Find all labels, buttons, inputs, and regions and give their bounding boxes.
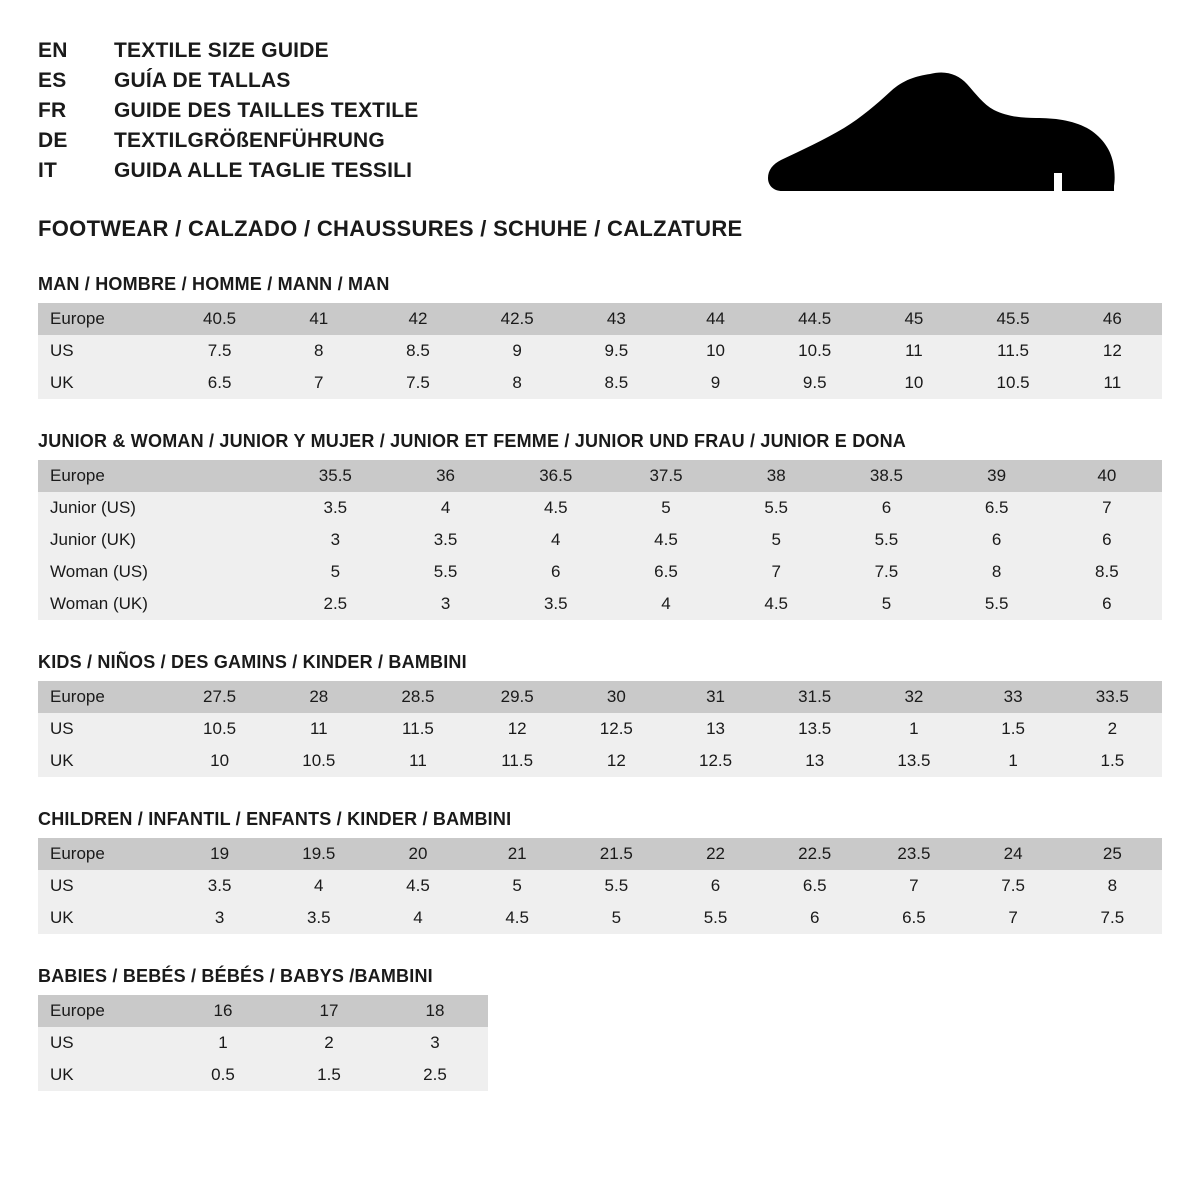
table-row [38,303,1162,335]
row-label: UK [38,367,170,399]
table-row [38,1059,488,1091]
table-cell: 3.5 [280,492,390,524]
table-cell: 23.5 [864,838,963,870]
table-cell: 1.5 [1063,745,1162,777]
table-cell: 11 [1063,367,1162,399]
table-cell: 42 [368,303,467,335]
table-cell: 11.5 [368,713,467,745]
size-table-children [38,838,1162,934]
table-cell: 4 [269,870,368,902]
table-row [38,556,1162,588]
table-cell: 1.5 [964,713,1063,745]
row-label: US [38,1027,170,1059]
table-cell: 3.5 [501,588,611,620]
section-junior-woman [38,431,1162,620]
language-code: DE [38,129,68,152]
table-cell: 3 [390,588,500,620]
table-cell: 36 [390,460,500,492]
table-row [38,492,1162,524]
table-cell: 11 [368,745,467,777]
row-label: US [38,713,170,745]
row-label: Woman (US) [38,556,170,588]
table-cell: 2.5 [382,1059,488,1091]
table-cell: 22.5 [765,838,864,870]
table-cell: 29.5 [468,681,567,713]
table-cell: 6 [942,524,1052,556]
table-cell: 3 [170,902,269,934]
language-code: EN [38,39,68,62]
table-cell: 5.5 [666,902,765,934]
row-label: Junior (US) [38,492,170,524]
table-cell: 7 [721,556,831,588]
row-label: Europe [38,460,170,492]
size-table-junior-woman [38,460,1162,620]
table-cell: 8 [269,335,368,367]
table-cell: 33 [964,681,1063,713]
table-cell: 5 [721,524,831,556]
table-cell: 35.5 [280,460,390,492]
table-cell: 3.5 [390,524,500,556]
table-cell: 13 [765,745,864,777]
table-row [38,460,1162,492]
table-cell: 21.5 [567,838,666,870]
table-cell: 3.5 [269,902,368,934]
row-label: Europe [38,838,170,870]
table-cell: 12.5 [567,713,666,745]
table-cell: 5.5 [721,492,831,524]
table-cell: 6 [831,492,941,524]
table-cell: 40.5 [170,303,269,335]
table-cell: 11.5 [468,745,567,777]
table-cell: 10.5 [964,367,1063,399]
table-cell: 2 [1063,713,1162,745]
table-cell: 28.5 [368,681,467,713]
table-cell: 12.5 [666,745,765,777]
table-cell: 5 [468,870,567,902]
table-cell: 24 [964,838,1063,870]
row-label: Junior (UK) [38,524,170,556]
table-cell: 36.5 [501,460,611,492]
table-cell: 20 [368,838,467,870]
table-cell: 4.5 [368,870,467,902]
table-cell: 30 [567,681,666,713]
table-cell: 38 [721,460,831,492]
language-title: GUÍA DE TALLAS [114,69,291,92]
row-label: Woman (UK) [38,588,170,620]
language-title: TEXTILE SIZE GUIDE [114,39,329,62]
table-cell: 5.5 [567,870,666,902]
table-cell: 31 [666,681,765,713]
section-title: KIDS / NIÑOS / DES GAMINS / KINDER / BAMBINI [38,652,467,672]
section-title: MAN / HOMBRE / HOMME / MANN / MAN [38,274,390,294]
row-label: Europe [38,303,170,335]
table-cell: 13.5 [765,713,864,745]
table-cell: 38.5 [831,460,941,492]
table-cell: 12 [1063,335,1162,367]
row-label: UK [38,1059,170,1091]
table-cell: 8.5 [1052,556,1162,588]
language-code: ES [38,69,67,92]
section-kids [38,652,1162,777]
table-cell: 4 [390,492,500,524]
language-code: IT [38,159,58,182]
table-cell: 17 [276,995,382,1027]
table-cell: 42.5 [468,303,567,335]
row-label: UK [38,902,170,934]
table-cell [170,492,280,524]
table-cell: 7.5 [964,870,1063,902]
table-row [38,588,1162,620]
table-row [38,524,1162,556]
section-children [38,809,1162,934]
table-cell: 6 [1052,524,1162,556]
table-cell: 25 [1063,838,1162,870]
table-row [38,902,1162,934]
table-row [38,870,1162,902]
table-cell: 4.5 [721,588,831,620]
table-cell: 6.5 [864,902,963,934]
language-title: GUIDA ALLE TAGLIE TESSILI [114,159,413,182]
table-cell: 40 [1052,460,1162,492]
table-cell: 9 [666,367,765,399]
table-cell: 11.5 [964,335,1063,367]
table-cell: 7 [864,870,963,902]
table-cell [170,460,280,492]
table-cell: 10 [864,367,963,399]
size-table-babies [38,995,488,1091]
table-cell: 5 [280,556,390,588]
table-cell: 3 [280,524,390,556]
table-cell [170,588,280,620]
table-cell: 7.5 [1063,902,1162,934]
table-cell: 7 [1052,492,1162,524]
table-cell: 7.5 [831,556,941,588]
table-cell: 27.5 [170,681,269,713]
table-row [38,335,1162,367]
table-cell: 9.5 [567,335,666,367]
table-cell [170,556,280,588]
table-row [38,1027,488,1059]
table-cell [170,524,280,556]
table-cell: 11 [269,713,368,745]
section-title: JUNIOR & WOMAN / JUNIOR Y MUJER / JUNIOR ET FEMME / JUNIOR UND FRAU / JUNIOR E DONA [38,431,907,451]
table-cell: 12 [567,745,666,777]
table-cell: 45 [864,303,963,335]
table-row [38,681,1162,713]
table-cell: 9 [468,335,567,367]
table-cell: 12 [468,713,567,745]
table-cell: 6 [501,556,611,588]
table-cell: 28 [269,681,368,713]
row-label: Europe [38,995,170,1027]
row-label: US [38,870,170,902]
table-cell: 1.5 [276,1059,382,1091]
table-cell: 39 [942,460,1052,492]
section-babies [38,966,1162,1091]
table-cell: 7 [964,902,1063,934]
table-cell: 19.5 [269,838,368,870]
table-cell: 0.5 [170,1059,276,1091]
table-cell: 6.5 [942,492,1052,524]
table-cell: 5.5 [942,588,1052,620]
category-heading: FOOTWEAR / CALZADO / CHAUSSURES / SCHUHE / CALZATURE [38,216,743,241]
table-cell: 21 [468,838,567,870]
table-cell: 2.5 [280,588,390,620]
table-cell: 33.5 [1063,681,1162,713]
table-cell: 7 [269,367,368,399]
table-row [38,367,1162,399]
table-cell: 6.5 [170,367,269,399]
table-cell: 10.5 [765,335,864,367]
table-cell: 46 [1063,303,1162,335]
table-cell: 9.5 [765,367,864,399]
table-cell: 32 [864,681,963,713]
table-cell: 18 [382,995,488,1027]
table-cell: 7.5 [368,367,467,399]
table-cell: 5 [567,902,666,934]
table-cell: 5.5 [390,556,500,588]
table-cell: 2 [276,1027,382,1059]
section-title: BABIES / BEBÉS / BÉBÉS / BABYS /BAMBINI [38,966,433,986]
table-cell: 1 [170,1027,276,1059]
table-cell: 11 [864,335,963,367]
table-cell: 5 [611,492,721,524]
document-header [38,36,1162,242]
table-cell: 43 [567,303,666,335]
table-cell: 4.5 [468,902,567,934]
dress-shoe-icon [762,58,1122,208]
table-cell: 4 [368,902,467,934]
language-title: TEXTILGRÖßENFÜHRUNG [114,129,385,152]
table-cell: 45.5 [964,303,1063,335]
table-cell: 8 [942,556,1052,588]
table-cell: 8 [1063,870,1162,902]
table-cell: 13 [666,713,765,745]
table-cell: 10 [170,745,269,777]
row-label: Europe [38,681,170,713]
table-cell: 4.5 [501,492,611,524]
row-label: US [38,335,170,367]
table-cell: 19 [170,838,269,870]
table-cell: 1 [864,713,963,745]
table-row [38,838,1162,870]
table-cell: 4 [501,524,611,556]
table-cell: 10.5 [269,745,368,777]
table-cell: 31.5 [765,681,864,713]
table-cell: 5.5 [831,524,941,556]
section-man [38,274,1162,399]
table-cell: 22 [666,838,765,870]
table-cell: 7.5 [170,335,269,367]
table-cell: 44.5 [765,303,864,335]
table-cell: 16 [170,995,276,1027]
table-cell: 5 [831,588,941,620]
table-cell: 8.5 [567,367,666,399]
language-code: FR [38,99,67,122]
row-label: UK [38,745,170,777]
table-cell: 44 [666,303,765,335]
table-cell: 8.5 [368,335,467,367]
table-cell: 6.5 [765,870,864,902]
table-row [38,713,1162,745]
table-cell: 3.5 [170,870,269,902]
table-cell: 4 [611,588,721,620]
language-title: GUIDE DES TAILLES TEXTILE [114,99,419,122]
table-cell: 8 [468,367,567,399]
size-table-kids [38,681,1162,777]
table-cell: 4.5 [611,524,721,556]
table-cell: 6.5 [611,556,721,588]
table-cell: 6 [666,870,765,902]
table-cell: 10 [666,335,765,367]
table-cell: 10.5 [170,713,269,745]
section-title: CHILDREN / INFANTIL / ENFANTS / KINDER / BAMBINI [38,809,512,829]
table-row [38,745,1162,777]
size-table-man [38,303,1162,399]
table-cell: 6 [1052,588,1162,620]
table-cell: 41 [269,303,368,335]
table-cell: 6 [765,902,864,934]
table-row [38,995,488,1027]
table-cell: 13.5 [864,745,963,777]
table-cell: 1 [964,745,1063,777]
table-cell: 3 [382,1027,488,1059]
table-cell: 37.5 [611,460,721,492]
